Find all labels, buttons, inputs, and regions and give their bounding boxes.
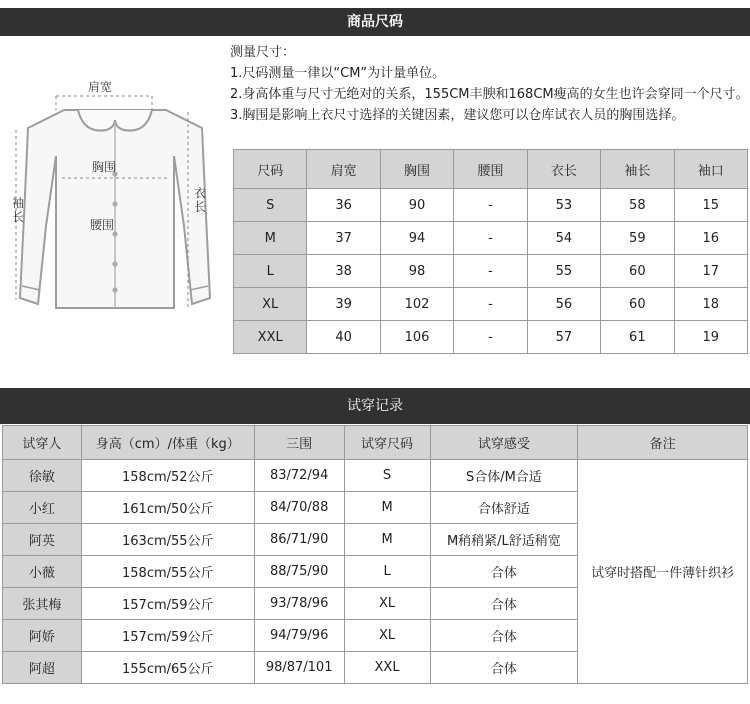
fit-feedback: 合体 (430, 652, 578, 684)
value-cell: 36 (307, 189, 380, 222)
note-line-1: 1.尺码测量一律以“CM”为计量单位。 (230, 66, 446, 81)
value-cell: 90 (380, 189, 453, 222)
tester-name: 小红 (3, 492, 82, 524)
value-cell: - (454, 288, 527, 321)
header-cell: 袖长 (601, 150, 674, 189)
table-row (234, 189, 748, 222)
height-weight: 157cm/59公斤 (81, 588, 254, 620)
size-cell: XXL (234, 321, 307, 354)
tryon-table-header (3, 426, 748, 460)
fit-feedback: M稍稍紧/L舒适稍宽 (430, 524, 578, 556)
tried-size: M (344, 492, 430, 524)
value-cell: 18 (674, 288, 747, 321)
tryon-section-header (0, 388, 750, 424)
tried-size: M (344, 524, 430, 556)
header-cell: 胸围 (380, 150, 453, 189)
value-cell: 16 (674, 222, 747, 255)
height-weight: 157cm/59公斤 (81, 620, 254, 652)
value-cell: 58 (601, 189, 674, 222)
tried-size: XXL (344, 652, 430, 684)
header-cell: 腰围 (454, 150, 527, 189)
height-weight: 161cm/50公斤 (81, 492, 254, 524)
size-section-title: 商品尺码 (347, 14, 403, 30)
size-cell: XL (234, 288, 307, 321)
tried-size: XL (344, 588, 430, 620)
value-cell: 54 (527, 222, 600, 255)
value-cell: 102 (380, 288, 453, 321)
tester-name: 小薇 (3, 556, 82, 588)
note-line-2: 2.身高体重与尺寸无绝对的关系，155CM丰腴和168CM瘦高的女生也许会穿同一个尺寸。 (230, 87, 749, 102)
header-cell: 袖口 (674, 150, 747, 189)
header-cell: 肩宽 (307, 150, 380, 189)
value-cell: 40 (307, 321, 380, 354)
height-weight: 158cm/52公斤 (81, 460, 254, 492)
measurements: 83/72/94 (254, 460, 344, 492)
value-cell: 60 (601, 288, 674, 321)
measurements: 84/70/88 (254, 492, 344, 524)
shirt-drawing (6, 76, 220, 320)
measurements: 86/71/90 (254, 524, 344, 556)
height-weight: 155cm/65公斤 (81, 652, 254, 684)
table-row (234, 222, 748, 255)
size-cell: L (234, 255, 307, 288)
tester-name: 张其梅 (3, 588, 82, 620)
value-cell: 56 (527, 288, 600, 321)
size-table (233, 149, 748, 354)
header-cell: 衣长 (527, 150, 600, 189)
sleeve-label: 袖长 (12, 196, 25, 224)
chest-label: 胸围 (92, 160, 117, 174)
fit-feedback: 合体 (430, 620, 578, 652)
value-cell: 59 (601, 222, 674, 255)
value-cell: 37 (307, 222, 380, 255)
header-cell: 试穿感受 (430, 426, 578, 460)
size-cell: S (234, 189, 307, 222)
value-cell: 57 (527, 321, 600, 354)
table-row (234, 288, 748, 321)
shoulder-label: 肩宽 (88, 80, 113, 94)
value-cell: 98 (380, 255, 453, 288)
notes-heading: 测量尺寸： (230, 45, 296, 60)
table-row (234, 321, 748, 354)
fit-feedback: 合体 (430, 588, 578, 620)
tester-name: 徐敏 (3, 460, 82, 492)
size-cell: M (234, 222, 307, 255)
fit-feedback: 合体舒适 (430, 492, 578, 524)
value-cell: - (454, 189, 527, 222)
value-cell: 61 (601, 321, 674, 354)
header-cell: 尺码 (234, 150, 307, 189)
length-label: 衣长 (194, 186, 207, 214)
tried-size: XL (344, 620, 430, 652)
value-cell: 15 (674, 189, 747, 222)
waist-label: 腰围 (90, 218, 115, 232)
tester-name: 阿英 (3, 524, 82, 556)
tester-name: 阿娇 (3, 620, 82, 652)
measurement-notes (230, 42, 750, 126)
table-row (234, 255, 748, 288)
value-cell: - (454, 222, 527, 255)
measurements: 93/78/96 (254, 588, 344, 620)
value-cell: 55 (527, 255, 600, 288)
value-cell: 17 (674, 255, 747, 288)
size-table-header (234, 150, 748, 189)
fit-feedback: 合体 (430, 556, 578, 588)
tryon-section-title: 试穿记录 (347, 398, 403, 414)
value-cell: 60 (601, 255, 674, 288)
height-weight: 163cm/55公斤 (81, 524, 254, 556)
header-cell: 三围 (254, 426, 344, 460)
height-weight: 158cm/55公斤 (81, 556, 254, 588)
tried-size: S (344, 460, 430, 492)
tried-size: L (344, 556, 430, 588)
header-cell: 身高（cm）/体重（kg） (81, 426, 254, 460)
value-cell: - (454, 255, 527, 288)
fit-feedback: S合体/M合适 (430, 460, 578, 492)
value-cell: 19 (674, 321, 747, 354)
note-line-3: 3.胸围是影响上衣尺寸选择的关键因素，建议您可以仓库试衣人员的胸围选择。 (230, 108, 685, 123)
measurements: 98/87/101 (254, 652, 344, 684)
value-cell: 39 (307, 288, 380, 321)
header-cell: 试穿尺码 (344, 426, 430, 460)
value-cell: 53 (527, 189, 600, 222)
value-cell: - (454, 321, 527, 354)
tester-name: 阿超 (3, 652, 82, 684)
measurements: 88/75/90 (254, 556, 344, 588)
shirt-diagram (6, 76, 220, 320)
table-row (3, 460, 748, 492)
tryon-table (2, 425, 748, 684)
remark-cell: 试穿时搭配一件薄针织衫 (578, 460, 748, 684)
value-cell: 106 (380, 321, 453, 354)
header-cell: 备注 (578, 426, 748, 460)
measurements: 94/79/96 (254, 620, 344, 652)
value-cell: 38 (307, 255, 380, 288)
size-section-header (0, 8, 750, 36)
header-cell: 试穿人 (3, 426, 82, 460)
value-cell: 94 (380, 222, 453, 255)
